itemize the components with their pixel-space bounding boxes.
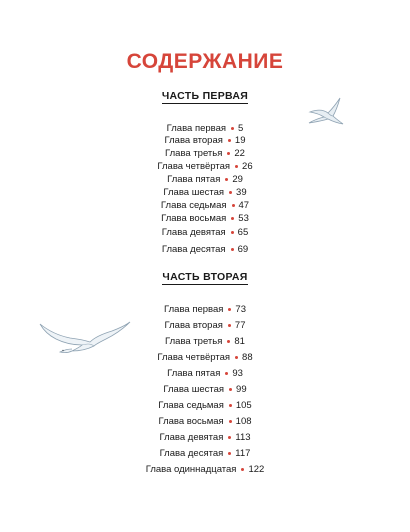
chapter-page-number: 47 (238, 200, 250, 211)
bullet-dot-icon (241, 468, 244, 471)
chapter-name: Глава седьмая (160, 200, 227, 211)
chapter-name: Глава пятая (167, 174, 221, 185)
chapter-page-number: 88 (242, 352, 253, 363)
chapter-page-number: 26 (242, 161, 253, 172)
bullet-dot-icon (231, 248, 234, 251)
chapter-entry (0, 400, 410, 412)
chapter-entry (0, 464, 410, 476)
chapter-page-number: 19 (234, 135, 246, 146)
page-title: СОДЕРЖАНИЕ (126, 50, 284, 73)
part-two-heading-text: ЧАСТЬ ВТОРАЯ (162, 271, 248, 283)
chapter-page-number: 69 (237, 244, 249, 255)
chapter-page-number: 122 (248, 464, 265, 475)
chapter-name: Глава третья (165, 148, 223, 159)
chapter-page-number: 53 (238, 213, 249, 224)
chapter-name: Глава одиннадцатая (145, 464, 237, 475)
chapter-name: Глава восьмая (161, 213, 227, 224)
bullet-dot-icon (229, 388, 232, 391)
bullet-dot-icon (228, 324, 231, 327)
chapter-page-number: 39 (236, 187, 247, 198)
chapter-name: Глава третья (165, 336, 223, 347)
bullet-dot-icon (231, 127, 234, 130)
chapter-entry (0, 432, 410, 444)
bullet-dot-icon (231, 217, 234, 220)
chapter-entry (0, 384, 410, 396)
chapter-name: Глава четвёртая (157, 161, 231, 172)
chapter-page-number: 77 (234, 320, 246, 331)
chapter-name: Глава восьмая (158, 416, 224, 427)
seagull-icon (36, 316, 132, 360)
bullet-dot-icon (228, 452, 231, 455)
chapter-page-number: 113 (235, 432, 251, 443)
chapter-name: Глава четвёртая (157, 352, 231, 363)
chapter-entry (0, 227, 410, 239)
part-one-heading-text: ЧАСТЬ ПЕРВАЯ (161, 90, 249, 102)
chapter-name: Глава шестая (163, 384, 225, 395)
chapter-name: Глава девятая (159, 432, 224, 443)
chapter-page-number: 73 (235, 304, 246, 315)
bullet-dot-icon (229, 404, 232, 407)
chapter-entry (0, 187, 410, 199)
chapter-page-number: 105 (235, 400, 252, 411)
part-two-heading (0, 271, 410, 285)
chapter-page-number: 93 (232, 368, 243, 379)
chapter-page-number: 117 (235, 448, 251, 459)
chapter-name: Глава пятая (167, 368, 221, 379)
chapter-entry (0, 174, 410, 186)
chapter-page-number: 99 (236, 384, 247, 395)
bullet-dot-icon (225, 372, 228, 375)
chapter-entry (0, 244, 410, 256)
chapter-entry (0, 161, 410, 173)
chapter-name: Глава первая (166, 123, 227, 134)
chapter-entry (0, 148, 410, 160)
seagull-icon (302, 96, 352, 130)
bullet-dot-icon (228, 436, 231, 439)
bullet-dot-icon (227, 152, 230, 155)
chapter-page-number: 81 (234, 336, 245, 347)
chapter-entry (0, 368, 410, 380)
chapter-name: Глава вторая (164, 135, 223, 146)
chapter-name: Глава вторая (164, 320, 223, 331)
chapter-name: Глава десятая (161, 244, 226, 255)
chapter-entry (0, 135, 410, 147)
chapter-page-number: 65 (237, 227, 249, 238)
chapter-name: Глава первая (164, 304, 224, 315)
bullet-dot-icon (229, 420, 232, 423)
chapter-page-number: 29 (232, 174, 243, 185)
chapter-entry (0, 416, 410, 428)
bullet-dot-icon (228, 308, 231, 311)
chapter-name: Глава девятая (161, 227, 226, 238)
chapter-entry (0, 213, 410, 225)
chapter-page-number: 22 (234, 148, 245, 159)
bullet-dot-icon (228, 139, 231, 142)
bullet-dot-icon (227, 340, 230, 343)
bullet-dot-icon (231, 231, 234, 234)
chapter-name: Глава седьмая (158, 400, 224, 411)
chapter-name: Глава шестая (163, 187, 225, 198)
chapter-page-number: 108 (235, 416, 252, 427)
bullet-dot-icon (232, 204, 235, 207)
chapter-entry (0, 304, 410, 316)
chapter-entry (0, 448, 410, 460)
chapter-name: Глава десятая (159, 448, 224, 459)
chapter-entry (0, 200, 410, 212)
chapter-page-number: 5 (238, 123, 244, 134)
bullet-dot-icon (235, 165, 238, 168)
bullet-dot-icon (235, 356, 238, 359)
bullet-dot-icon (225, 178, 228, 181)
bullet-dot-icon (229, 191, 232, 194)
